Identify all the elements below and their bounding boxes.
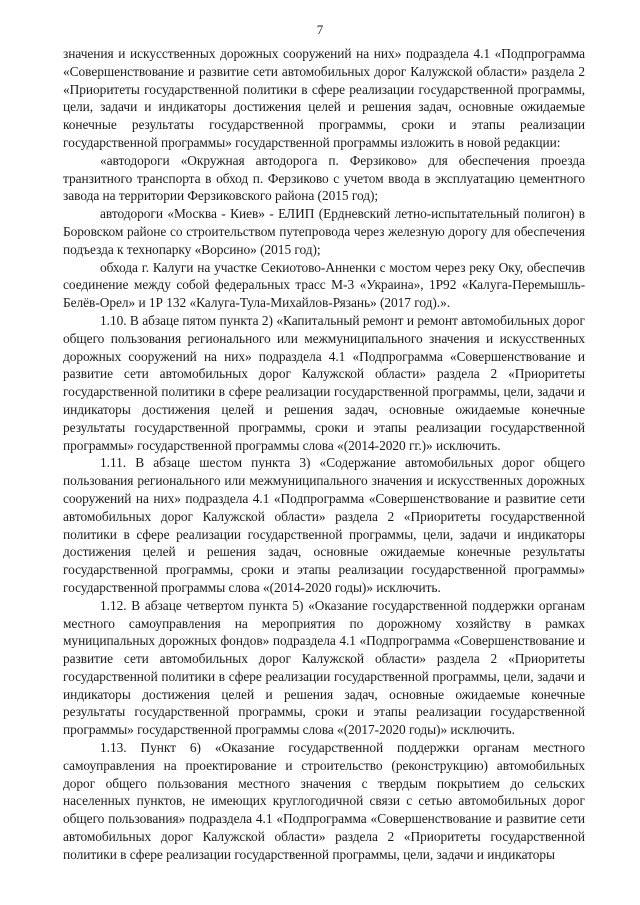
- page-number: 7: [316, 22, 324, 37]
- paragraph-1-13: 1.13. Пункт 6) «Оказание государственной поддержки органам местного самоуправления на проектирование и строительство (реконструкцию) автомобильных дорог общего пользования местного значения с твердым покрытием до сельских населенных пунктов, не имеющих круглогодичной связи с сетью автомобильных дорог общего пользования» подраздела 4.1 «Подпрограмма «Совершенствование и развитие сети автомобильных дорог Калужской области» раздела 2 «Приоритеты государственной политики в сфере реализации государственной программы, цели, задачи и индикаторы: [63, 740, 585, 862]
- paragraph-1-11: 1.11. В абзаце шестом пункта 3) «Содержание автомобильных дорог общего пользования регионального или межмуниципального значения и искусственных дорожных сооружений на них» подраздела 4.1 «Подпрограмма «Совершенствование и развитие сети автомобильных дорог Калужской области» раздела 2 «Приоритеты государственной политики в сфере реализации государственной программы, цели, задачи и индикаторы достижения целей и решения задач, основные ожидаемые конечные результаты государственной программы, сроки и этапы реализации государственной программы» государственной программы слова «(2014-2020 годы)» исключить.: [63, 455, 585, 595]
- paragraph-item-moscow-kiev: автодороги «Москва - Киев» - ЕЛИП (Ердневский летно-испытательный полигон) в Боровском районе со строительством путепровода через железную дорогу для обеспечения подъезда к технопарку «Ворсино» (2015 год);: [63, 206, 585, 257]
- paragraph-continuation: значения и искусственных дорожных сооружений на них» подраздела 4.1 «Подпрограмма «Совершенствование и развитие сети автомобильных дорог Калужской области» раздела 2 «Приоритеты государственной политики в сфере реализации государственной программы, цели, задачи и индикаторы достижения целей и решения задач, основные ожидаемые конечные результаты государственной программы, сроки и этапы реализации государственной программы» государственной программы изложить в новой редакции:: [63, 46, 585, 150]
- document-body: [63, 45, 585, 864]
- paragraph-1-10: 1.10. В абзаце пятом пункта 2) «Капитальный ремонт и ремонт автомобильных дорог общего пользования регионального или межмуниципального значения и искусственных дорожных сооружений на них» подраздела 4.1 «Подпрограмма «Совершенствование и развитие сети автомобильных дорог Калужской области» раздела 2 «Приоритеты государственной политики в сфере реализации государственной программы, цели, задачи и индикаторы достижения целей и решения задач, основные ожидаемые конечные результаты государственной программы, сроки и этапы реализации государственной программы» государственной программы слова «(2014-2020 гг.)» исключить.: [63, 312, 585, 453]
- paragraph-item-ferzikovo: «автодороги «Окружная автодорога п. Ферзиково» для обеспечения проезда транзитного транспорта в обход п. Ферзиково с учетом ввода в эксплуатацию цементного завода на территории Ферзиковского района (2015 год);: [63, 152, 585, 204]
- paragraph-item-kaluga-bypass: обхода г. Калуги на участке Секиотово-Анненки с мостом через реку Оку, обеспечив соединение между собой федеральных трасс М-3 «Украина», 1Р92 «Калуга-Перемышль-Белёв-Орел» и 1Р 132 «Калуга-Тула-Михайлов-Рязань» (2017 год).».: [63, 259, 585, 311]
- paragraph-1-12: 1.12. В абзаце четвертом пункта 5) «Оказание государственной поддержки органам местного самоуправления на мероприятия по дорожному хозяйству в рамках муниципальных дорожных фондов» подраздела 4.1 «Подпрограмма «Совершенствование и развитие сети автомобильных дорог Калужской области» раздела 2 «Приоритеты государственной политики в сфере реализации государственной программы, цели, задачи и индикаторы достижения целей и решения задач, основные ожидаемые конечные результаты государственной программы, сроки и этапы реализации государственной программы» государственной программы слова «(2017-2020 годы)» исключить.: [63, 597, 585, 738]
